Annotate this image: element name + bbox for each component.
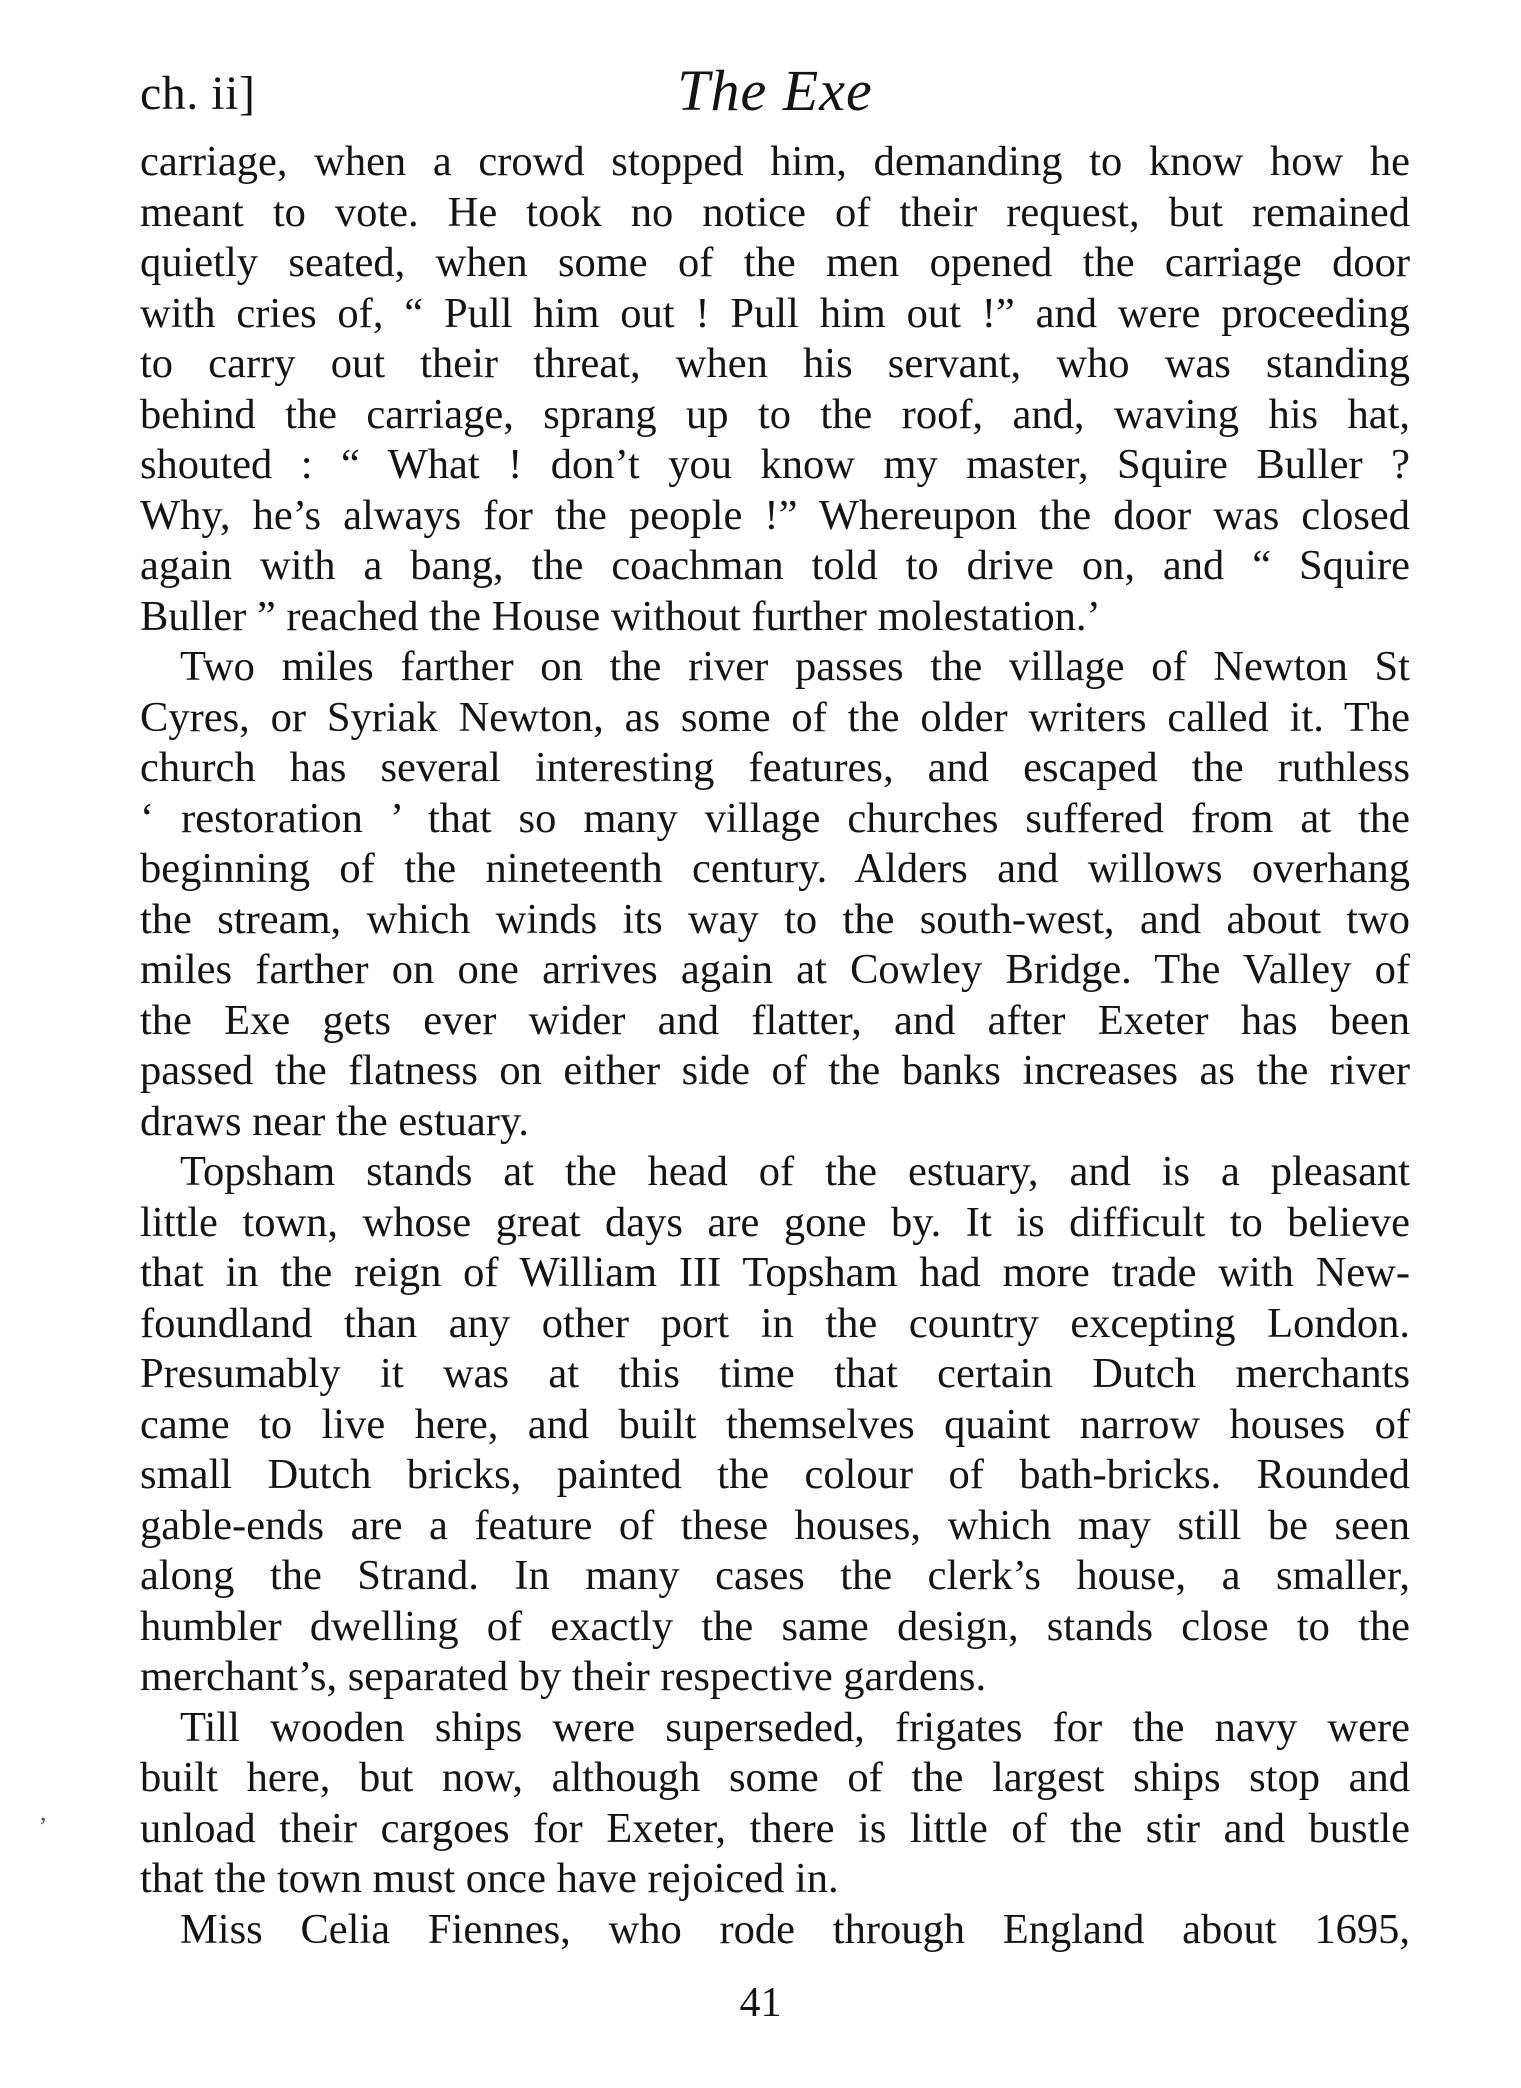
paragraph (140, 1905, 1410, 1956)
text-line: merchant’s, separated by their respective gardens. (140, 1653, 987, 1700)
text-line: passed the flatness on either side of the banks increases as the river (140, 1047, 1410, 1094)
text-line: the stream, which winds its way to the south-west, and about two (140, 895, 1410, 943)
text-line: along the Strand. In many cases the clerk’s house, a smaller, (140, 1552, 1410, 1599)
text-line: foundland than any other port in the country excepting London. (140, 1299, 1410, 1347)
text-line: carriage, when a crowd stopped him, demanding to know how he (140, 138, 1410, 185)
text-line: Two miles farther on the river passes the village of Newton St (180, 643, 1410, 690)
text-line: with cries of, “ Pull him out ! Pull him out !” and were proceeding (140, 289, 1410, 337)
text-line: church has several interesting features, and escaped the ruthless (140, 744, 1410, 791)
text-line: ‘ restoration ’ that so many village churches suffered from at the (140, 794, 1410, 842)
text-line: to carry out their threat, when his servant, who was standing (140, 340, 1410, 387)
text-line: Why, he’s always for the people !” Whereupon the door was closed (140, 491, 1410, 539)
text-line: gable-ends are a feature of these houses, which may still be seen (140, 1501, 1410, 1549)
text-line: little town, whose great days are gone by. It is difficult to believe (140, 1198, 1410, 1246)
text-line: the Exe gets ever wider and flatter, and after Exeter has been (140, 996, 1410, 1044)
text-line: small Dutch bricks, painted the colour of bath-bricks. Rounded (140, 1451, 1410, 1498)
text-line: Cyres, or Syriak Newton, as some of the older writers called it. The (140, 693, 1410, 741)
text-line: Buller ” reached the House without further molestation.’ (140, 592, 1101, 640)
paragraph (140, 137, 1410, 642)
text-line: beginning of the nineteenth century. Alders and willows overhang (140, 845, 1410, 892)
paragraph (140, 642, 1410, 1147)
text-line: humbler dwelling of exactly the same design, stands close to the (140, 1602, 1410, 1650)
text-line: Till wooden ships were superseded, frigates for the navy were (180, 1703, 1410, 1751)
text-line: miles farther on one arrives again at Cowley Bridge. The Valley of (140, 946, 1410, 993)
text-line: draws near the estuary. (140, 1097, 530, 1145)
text-line: built here, but now, although some of the largest ships stop and (140, 1754, 1410, 1801)
margin-mark: , (40, 1797, 47, 1826)
body-text (140, 137, 1410, 1955)
text-line: Topsham stands at the head of the estuary, and is a pleasant (180, 1148, 1410, 1195)
text-line: came to live here, and built themselves quaint narrow houses of (140, 1400, 1410, 1448)
text-line: meant to vote. He took no notice of their request, but remained (140, 188, 1410, 236)
paragraph (140, 1147, 1410, 1703)
running-title: The Exe (677, 58, 873, 123)
chapter-reference: ch. ii] (140, 67, 256, 120)
text-line: Miss Celia Fiennes, who rode through England about 1695, (180, 1905, 1410, 1953)
text-line: shouted : “ What ! don’t you know my master, Squire Buller ? (140, 441, 1410, 488)
page-number: 41 (739, 1980, 782, 2026)
running-header (140, 58, 1410, 138)
text-line: Presumably it was at this time that certain Dutch merchants (140, 1350, 1410, 1397)
paragraph (140, 1703, 1410, 1905)
text-line: that the town must once have rejoiced in. (140, 1855, 839, 1902)
text-line: again with a bang, the coachman told to drive on, and “ Squire (140, 542, 1410, 589)
text-line: behind the carriage, sprang up to the roof, and, waving his hat, (140, 390, 1410, 438)
text-line: that in the reign of William III Topsham had more trade with New- (140, 1249, 1410, 1296)
text-line: unload their cargoes for Exeter, there is little of the stir and bustle (140, 1804, 1410, 1852)
text-line: quietly seated, when some of the men opened the carriage door (140, 239, 1410, 286)
